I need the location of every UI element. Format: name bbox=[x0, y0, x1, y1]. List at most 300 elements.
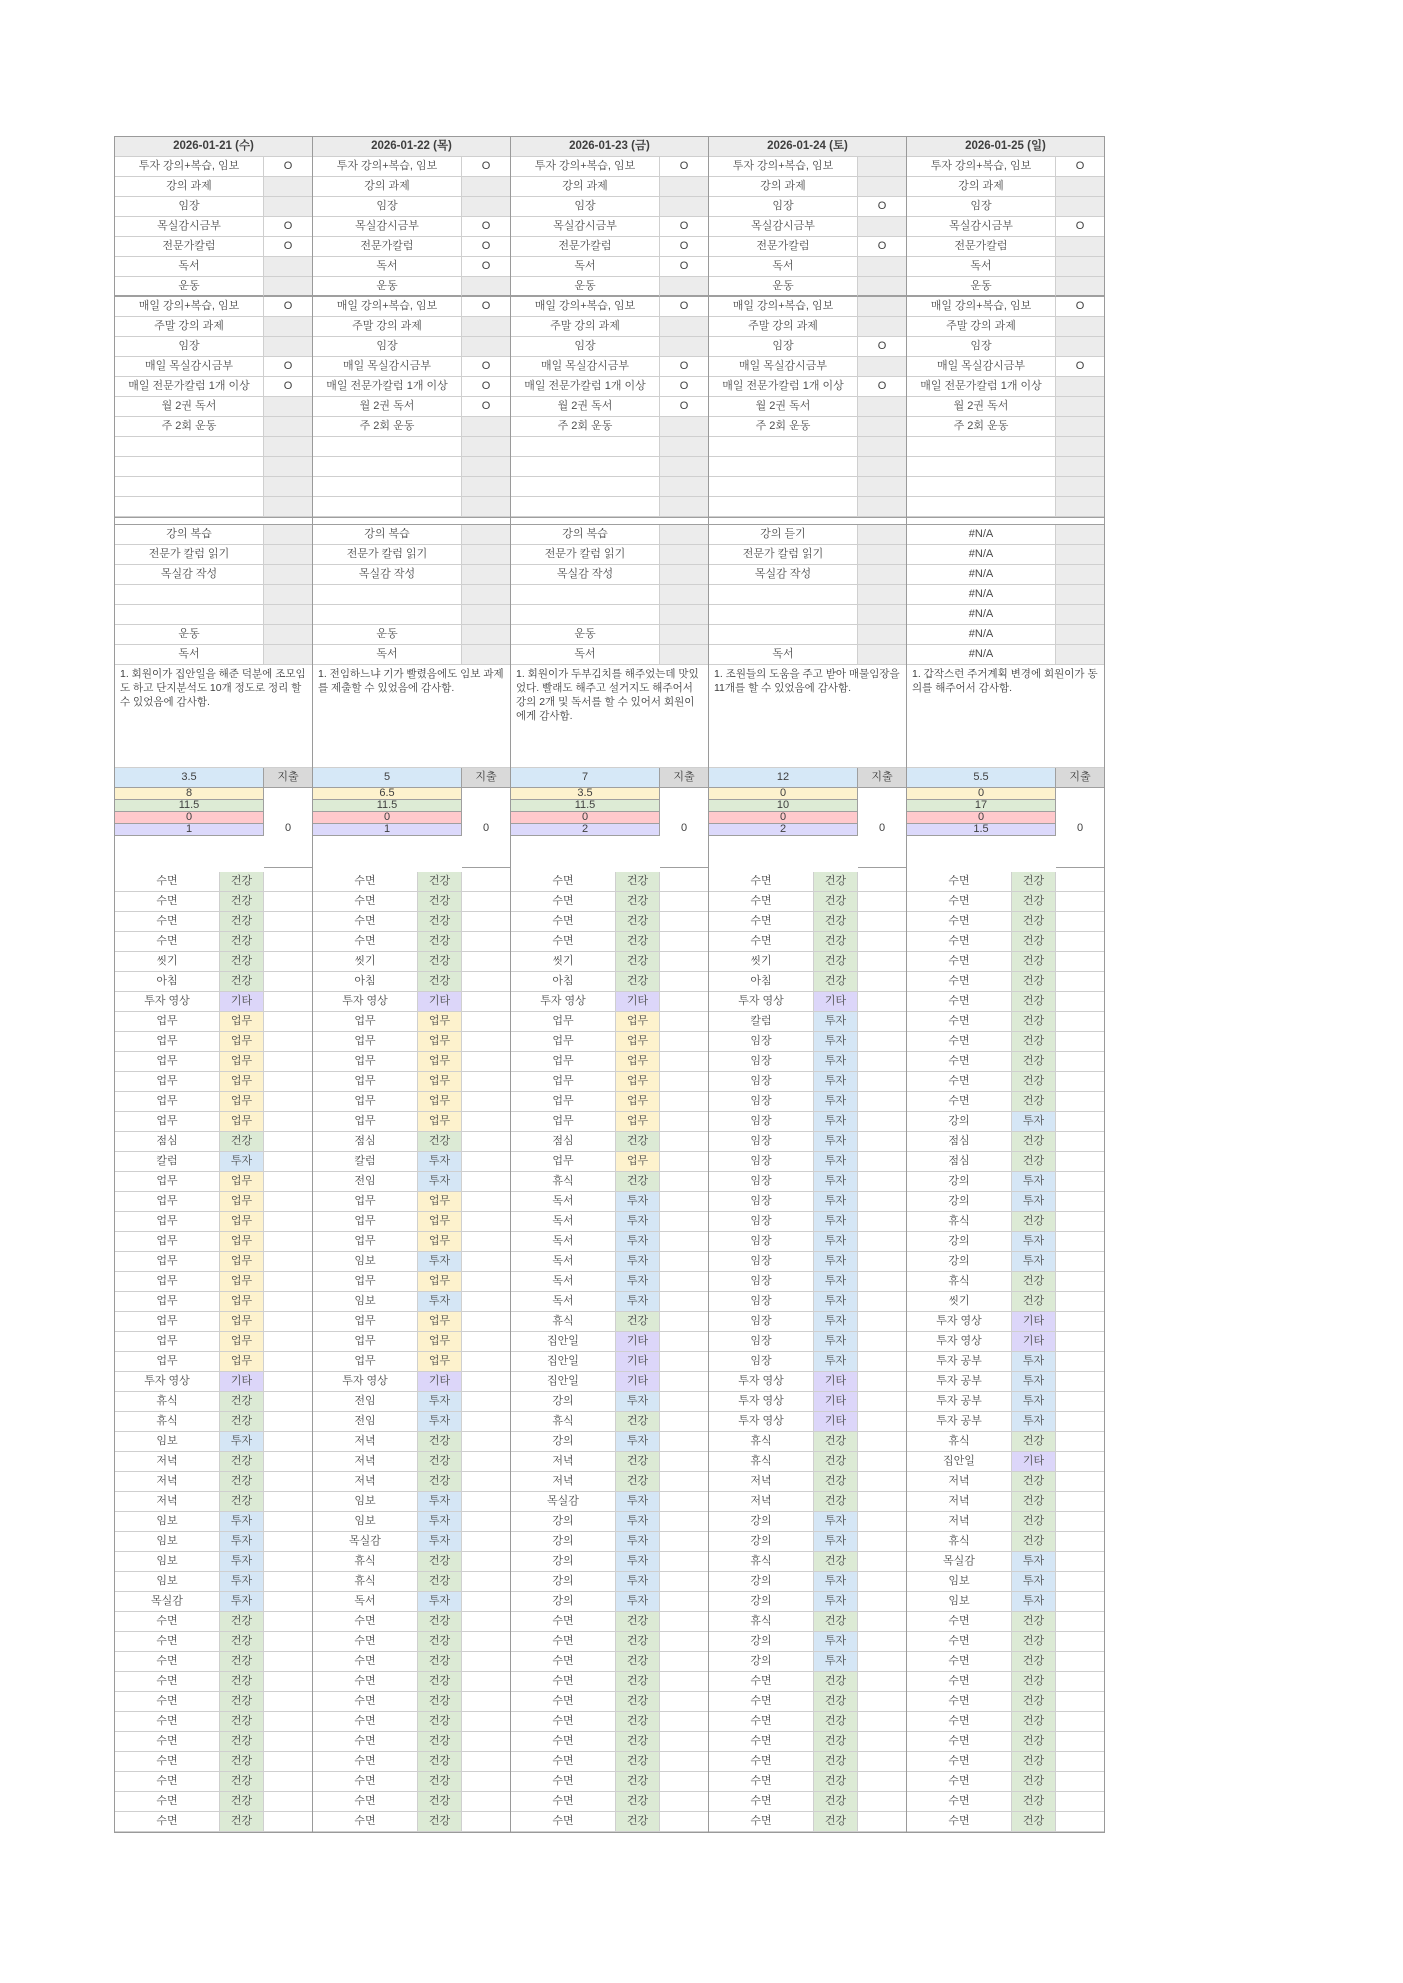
timeline-activity-cell[interactable]: 씻기 bbox=[907, 1292, 1012, 1312]
routine-label-cell[interactable]: 운동 bbox=[313, 625, 462, 645]
timeline-category-cell[interactable]: 건강 bbox=[1012, 932, 1056, 952]
timeline-category-cell[interactable]: 건강 bbox=[616, 1812, 660, 1832]
timeline-category-cell[interactable]: 건강 bbox=[814, 1452, 858, 1472]
timeline-activity-cell[interactable]: 집안일 bbox=[511, 1332, 616, 1352]
task-status-cell[interactable]: O bbox=[462, 297, 510, 317]
timeline-activity-cell[interactable]: 투자 영상 bbox=[709, 1392, 814, 1412]
timeline-category-cell[interactable]: 건강 bbox=[814, 912, 858, 932]
timeline-activity-cell[interactable]: 투자 공부 bbox=[907, 1392, 1012, 1412]
task-status-cell[interactable] bbox=[858, 157, 906, 177]
timeline-activity-cell[interactable]: 업무 bbox=[115, 1292, 220, 1312]
task-status-cell[interactable] bbox=[858, 257, 906, 277]
timeline-activity-cell[interactable]: 수면 bbox=[907, 1072, 1012, 1092]
summary-value-cell[interactable]: 0 bbox=[907, 788, 1056, 800]
timeline-activity-cell[interactable]: 수면 bbox=[907, 1012, 1012, 1032]
task-label-cell[interactable]: 주말 강의 과제 bbox=[115, 317, 264, 337]
timeline-activity-cell[interactable]: 수면 bbox=[907, 912, 1012, 932]
timeline-category-cell[interactable]: 업무 bbox=[418, 1012, 462, 1032]
task-status-cell[interactable] bbox=[1056, 397, 1104, 417]
timeline-category-cell[interactable]: 투자 bbox=[1012, 1192, 1056, 1212]
timeline-category-cell[interactable]: 건강 bbox=[616, 1692, 660, 1712]
task-label-cell[interactable]: 강의 과제 bbox=[907, 177, 1056, 197]
timeline-category-cell[interactable]: 투자 bbox=[616, 1232, 660, 1252]
timeline-category-cell[interactable]: 건강 bbox=[1012, 1492, 1056, 1512]
timeline-category-cell[interactable]: 투자 bbox=[814, 1012, 858, 1032]
timeline-activity-cell[interactable]: 씻기 bbox=[709, 952, 814, 972]
task-label-cell[interactable]: 목실감시금부 bbox=[907, 217, 1056, 237]
empty-cell[interactable] bbox=[907, 477, 1056, 497]
timeline-activity-cell[interactable]: 임장 bbox=[709, 1132, 814, 1152]
timeline-activity-cell[interactable]: 업무 bbox=[115, 1312, 220, 1332]
timeline-activity-cell[interactable]: 수면 bbox=[313, 1632, 418, 1652]
timeline-activity-cell[interactable]: 수면 bbox=[907, 1032, 1012, 1052]
timeline-activity-cell[interactable]: 수면 bbox=[709, 1732, 814, 1752]
timeline-category-cell[interactable]: 건강 bbox=[1012, 1432, 1056, 1452]
task-status-cell[interactable]: O bbox=[462, 357, 510, 377]
timeline-category-cell[interactable]: 건강 bbox=[616, 1712, 660, 1732]
timeline-category-cell[interactable]: 건강 bbox=[616, 1612, 660, 1632]
task-label-cell[interactable]: 매일 목실감시금부 bbox=[907, 357, 1056, 377]
timeline-activity-cell[interactable]: 업무 bbox=[115, 1072, 220, 1092]
timeline-activity-cell[interactable]: 강의 bbox=[511, 1432, 616, 1452]
timeline-activity-cell[interactable]: 수면 bbox=[907, 932, 1012, 952]
timeline-category-cell[interactable]: 건강 bbox=[1012, 1812, 1056, 1832]
routine-label-cell[interactable]: 목실감 작성 bbox=[511, 565, 660, 585]
timeline-activity-cell[interactable]: 점심 bbox=[907, 1152, 1012, 1172]
timeline-activity-cell[interactable]: 목실감 bbox=[907, 1552, 1012, 1572]
timeline-category-cell[interactable]: 건강 bbox=[616, 892, 660, 912]
timeline-activity-cell[interactable]: 임장 bbox=[709, 1172, 814, 1192]
timeline-category-cell[interactable]: 건강 bbox=[220, 872, 264, 892]
task-status-cell[interactable] bbox=[660, 317, 708, 337]
empty-cell[interactable] bbox=[709, 437, 858, 457]
timeline-activity-cell[interactable]: 강의 bbox=[907, 1172, 1012, 1192]
timeline-activity-cell[interactable]: 저녁 bbox=[313, 1472, 418, 1492]
timeline-activity-cell[interactable]: 저녁 bbox=[511, 1472, 616, 1492]
timeline-activity-cell[interactable]: 수면 bbox=[313, 1712, 418, 1732]
timeline-activity-cell[interactable]: 투자 영상 bbox=[115, 1372, 220, 1392]
timeline-category-cell[interactable]: 건강 bbox=[1012, 892, 1056, 912]
timeline-activity-cell[interactable]: 업무 bbox=[115, 1272, 220, 1292]
empty-cell[interactable] bbox=[115, 497, 264, 517]
task-status-cell[interactable] bbox=[264, 397, 312, 417]
timeline-activity-cell[interactable]: 독서 bbox=[511, 1272, 616, 1292]
timeline-activity-cell[interactable]: 업무 bbox=[511, 1012, 616, 1032]
timeline-activity-cell[interactable]: 투자 공부 bbox=[907, 1412, 1012, 1432]
summary-value-cell[interactable]: 11.5 bbox=[115, 800, 264, 812]
empty-cell[interactable] bbox=[511, 437, 660, 457]
timeline-category-cell[interactable]: 업무 bbox=[220, 1312, 264, 1332]
routine-label-cell[interactable] bbox=[115, 605, 264, 625]
task-status-cell[interactable] bbox=[264, 177, 312, 197]
timeline-category-cell[interactable]: 건강 bbox=[1012, 1752, 1056, 1772]
task-status-cell[interactable]: O bbox=[858, 337, 906, 357]
timeline-activity-cell[interactable]: 저녁 bbox=[907, 1512, 1012, 1532]
routine-label-cell[interactable]: #N/A bbox=[907, 605, 1056, 625]
timeline-category-cell[interactable]: 건강 bbox=[418, 1692, 462, 1712]
timeline-category-cell[interactable]: 건강 bbox=[418, 1732, 462, 1752]
task-label-cell[interactable]: 임장 bbox=[313, 197, 462, 217]
timeline-category-cell[interactable]: 건강 bbox=[616, 1452, 660, 1472]
task-label-cell[interactable]: 주 2회 운동 bbox=[907, 417, 1056, 437]
task-label-cell[interactable]: 전문가칼럼 bbox=[115, 237, 264, 257]
gratitude-note-cell[interactable]: 1. 전임하느냐 기가 빨렸음에도 임보 과제를 제출할 수 있었음에 감사함. bbox=[313, 665, 510, 768]
timeline-category-cell[interactable]: 건강 bbox=[616, 1792, 660, 1812]
timeline-activity-cell[interactable]: 저녁 bbox=[115, 1452, 220, 1472]
timeline-activity-cell[interactable]: 수면 bbox=[511, 912, 616, 932]
task-label-cell[interactable]: 매일 목실감시금부 bbox=[709, 357, 858, 377]
timeline-category-cell[interactable]: 투자 bbox=[418, 1512, 462, 1532]
timeline-category-cell[interactable]: 업무 bbox=[418, 1032, 462, 1052]
timeline-category-cell[interactable]: 건강 bbox=[1012, 912, 1056, 932]
timeline-category-cell[interactable]: 기타 bbox=[814, 1372, 858, 1392]
timeline-category-cell[interactable]: 건강 bbox=[1012, 1712, 1056, 1732]
summary-value-cell[interactable]: 11.5 bbox=[511, 800, 660, 812]
task-label-cell[interactable]: 임장 bbox=[709, 337, 858, 357]
task-status-cell[interactable]: O bbox=[858, 377, 906, 397]
timeline-activity-cell[interactable]: 강의 bbox=[511, 1532, 616, 1552]
timeline-activity-cell[interactable]: 칼럼 bbox=[709, 1012, 814, 1032]
task-label-cell[interactable]: 임장 bbox=[115, 197, 264, 217]
timeline-activity-cell[interactable]: 업무 bbox=[313, 1052, 418, 1072]
timeline-category-cell[interactable]: 건강 bbox=[418, 1712, 462, 1732]
timeline-category-cell[interactable]: 건강 bbox=[814, 1672, 858, 1692]
timeline-category-cell[interactable]: 건강 bbox=[1012, 952, 1056, 972]
timeline-activity-cell[interactable]: 수면 bbox=[907, 872, 1012, 892]
timeline-category-cell[interactable]: 건강 bbox=[220, 1692, 264, 1712]
task-status-cell[interactable] bbox=[858, 277, 906, 297]
timeline-activity-cell[interactable]: 휴식 bbox=[709, 1452, 814, 1472]
timeline-category-cell[interactable]: 투자 bbox=[616, 1432, 660, 1452]
timeline-category-cell[interactable]: 건강 bbox=[220, 1772, 264, 1792]
timeline-category-cell[interactable]: 건강 bbox=[814, 932, 858, 952]
timeline-activity-cell[interactable]: 수면 bbox=[313, 1692, 418, 1712]
task-status-cell[interactable]: O bbox=[462, 157, 510, 177]
task-status-cell[interactable]: O bbox=[264, 297, 312, 317]
timeline-category-cell[interactable]: 투자 bbox=[814, 1632, 858, 1652]
timeline-activity-cell[interactable]: 수면 bbox=[511, 1712, 616, 1732]
timeline-activity-cell[interactable]: 업무 bbox=[313, 1332, 418, 1352]
task-label-cell[interactable]: 독서 bbox=[907, 257, 1056, 277]
timeline-activity-cell[interactable]: 휴식 bbox=[907, 1532, 1012, 1552]
expense-total-cell[interactable]: 0 bbox=[660, 788, 708, 868]
timeline-activity-cell[interactable]: 씻기 bbox=[313, 952, 418, 972]
timeline-activity-cell[interactable]: 수면 bbox=[313, 1672, 418, 1692]
task-status-cell[interactable]: O bbox=[462, 257, 510, 277]
timeline-activity-cell[interactable]: 수면 bbox=[313, 1652, 418, 1672]
summary-value-cell[interactable]: 10 bbox=[709, 800, 858, 812]
timeline-activity-cell[interactable]: 휴식 bbox=[709, 1552, 814, 1572]
timeline-activity-cell[interactable]: 수면 bbox=[907, 1092, 1012, 1112]
summary-value-cell[interactable]: 1.5 bbox=[907, 824, 1056, 836]
timeline-activity-cell[interactable]: 임장 bbox=[709, 1332, 814, 1352]
timeline-category-cell[interactable]: 투자 bbox=[616, 1292, 660, 1312]
timeline-category-cell[interactable]: 기타 bbox=[1012, 1312, 1056, 1332]
timeline-category-cell[interactable]: 건강 bbox=[1012, 1792, 1056, 1812]
task-label-cell[interactable]: 임장 bbox=[511, 197, 660, 217]
task-status-cell[interactable] bbox=[264, 197, 312, 217]
timeline-category-cell[interactable]: 건강 bbox=[418, 872, 462, 892]
expense-total-cell[interactable]: 0 bbox=[858, 788, 906, 868]
timeline-category-cell[interactable]: 업무 bbox=[220, 1332, 264, 1352]
timeline-activity-cell[interactable]: 수면 bbox=[313, 1772, 418, 1792]
timeline-activity-cell[interactable]: 수면 bbox=[907, 1812, 1012, 1832]
timeline-category-cell[interactable]: 건강 bbox=[814, 1772, 858, 1792]
task-status-cell[interactable]: O bbox=[462, 397, 510, 417]
timeline-activity-cell[interactable]: 수면 bbox=[709, 872, 814, 892]
timeline-category-cell[interactable]: 건강 bbox=[616, 1752, 660, 1772]
timeline-category-cell[interactable]: 업무 bbox=[220, 1272, 264, 1292]
timeline-activity-cell[interactable]: 휴식 bbox=[907, 1432, 1012, 1452]
timeline-activity-cell[interactable]: 강의 bbox=[907, 1112, 1012, 1132]
timeline-category-cell[interactable]: 업무 bbox=[418, 1092, 462, 1112]
timeline-category-cell[interactable]: 투자 bbox=[418, 1392, 462, 1412]
timeline-category-cell[interactable]: 기타 bbox=[616, 1332, 660, 1352]
timeline-category-cell[interactable]: 건강 bbox=[1012, 1012, 1056, 1032]
timeline-activity-cell[interactable]: 전임 bbox=[313, 1172, 418, 1192]
task-status-cell[interactable] bbox=[660, 277, 708, 297]
timeline-category-cell[interactable]: 건강 bbox=[220, 912, 264, 932]
timeline-activity-cell[interactable]: 저녁 bbox=[907, 1492, 1012, 1512]
task-status-cell[interactable]: O bbox=[660, 237, 708, 257]
timeline-activity-cell[interactable]: 업무 bbox=[313, 1352, 418, 1372]
timeline-activity-cell[interactable]: 점심 bbox=[511, 1132, 616, 1152]
task-status-cell[interactable] bbox=[264, 417, 312, 437]
timeline-activity-cell[interactable]: 수면 bbox=[313, 872, 418, 892]
timeline-activity-cell[interactable]: 임보 bbox=[313, 1512, 418, 1532]
timeline-activity-cell[interactable]: 수면 bbox=[907, 1752, 1012, 1772]
timeline-category-cell[interactable]: 투자 bbox=[220, 1432, 264, 1452]
timeline-category-cell[interactable]: 건강 bbox=[616, 1772, 660, 1792]
timeline-activity-cell[interactable]: 업무 bbox=[115, 1092, 220, 1112]
task-label-cell[interactable]: 투자 강의+복습, 임보 bbox=[115, 157, 264, 177]
timeline-category-cell[interactable]: 기타 bbox=[220, 992, 264, 1012]
timeline-activity-cell[interactable]: 수면 bbox=[907, 1692, 1012, 1712]
timeline-category-cell[interactable]: 건강 bbox=[1012, 1652, 1056, 1672]
timeline-activity-cell[interactable]: 아침 bbox=[511, 972, 616, 992]
routine-label-cell[interactable] bbox=[511, 585, 660, 605]
timeline-category-cell[interactable]: 기타 bbox=[616, 1372, 660, 1392]
timeline-category-cell[interactable]: 건강 bbox=[418, 1452, 462, 1472]
gratitude-note-cell[interactable]: 1. 갑작스런 주거계획 변경에 회원이가 동의를 해주어서 감사함. bbox=[907, 665, 1104, 768]
timeline-activity-cell[interactable]: 업무 bbox=[313, 1032, 418, 1052]
timeline-activity-cell[interactable]: 임장 bbox=[709, 1072, 814, 1092]
timeline-activity-cell[interactable]: 목실감 bbox=[511, 1492, 616, 1512]
timeline-activity-cell[interactable]: 강의 bbox=[709, 1632, 814, 1652]
timeline-activity-cell[interactable]: 투자 영상 bbox=[313, 1372, 418, 1392]
timeline-activity-cell[interactable]: 수면 bbox=[709, 1812, 814, 1832]
timeline-activity-cell[interactable]: 투자 영상 bbox=[115, 992, 220, 1012]
task-label-cell[interactable]: 주 2회 운동 bbox=[115, 417, 264, 437]
timeline-activity-cell[interactable]: 수면 bbox=[511, 1772, 616, 1792]
timeline-category-cell[interactable]: 건강 bbox=[616, 1632, 660, 1652]
task-status-cell[interactable] bbox=[858, 297, 906, 317]
timeline-category-cell[interactable]: 업무 bbox=[220, 1192, 264, 1212]
timeline-activity-cell[interactable]: 수면 bbox=[907, 1652, 1012, 1672]
timeline-category-cell[interactable]: 투자 bbox=[220, 1552, 264, 1572]
task-status-cell[interactable] bbox=[462, 337, 510, 357]
timeline-activity-cell[interactable]: 임보 bbox=[115, 1512, 220, 1532]
timeline-category-cell[interactable]: 건강 bbox=[1012, 1532, 1056, 1552]
timeline-category-cell[interactable]: 투자 bbox=[1012, 1592, 1056, 1612]
timeline-category-cell[interactable]: 업무 bbox=[616, 1112, 660, 1132]
timeline-activity-cell[interactable]: 임보 bbox=[907, 1592, 1012, 1612]
timeline-category-cell[interactable]: 건강 bbox=[220, 952, 264, 972]
timeline-activity-cell[interactable]: 수면 bbox=[115, 1792, 220, 1812]
timeline-category-cell[interactable]: 기타 bbox=[814, 992, 858, 1012]
task-label-cell[interactable]: 투자 강의+복습, 임보 bbox=[511, 157, 660, 177]
timeline-activity-cell[interactable]: 업무 bbox=[313, 1092, 418, 1112]
timeline-activity-cell[interactable]: 투자 영상 bbox=[313, 992, 418, 1012]
empty-cell[interactable] bbox=[511, 497, 660, 517]
timeline-category-cell[interactable]: 투자 bbox=[814, 1532, 858, 1552]
timeline-activity-cell[interactable]: 수면 bbox=[907, 1772, 1012, 1792]
timeline-category-cell[interactable]: 건강 bbox=[814, 892, 858, 912]
timeline-activity-cell[interactable]: 수면 bbox=[115, 1752, 220, 1772]
timeline-activity-cell[interactable]: 임장 bbox=[709, 1272, 814, 1292]
timeline-activity-cell[interactable]: 수면 bbox=[115, 1692, 220, 1712]
empty-cell[interactable] bbox=[313, 497, 462, 517]
timeline-category-cell[interactable]: 투자 bbox=[418, 1292, 462, 1312]
timeline-category-cell[interactable]: 투자 bbox=[814, 1332, 858, 1352]
timeline-category-cell[interactable]: 투자 bbox=[616, 1512, 660, 1532]
timeline-activity-cell[interactable]: 임장 bbox=[709, 1232, 814, 1252]
routine-label-cell[interactable] bbox=[313, 585, 462, 605]
task-label-cell[interactable]: 매일 강의+복습, 임보 bbox=[115, 297, 264, 317]
timeline-activity-cell[interactable]: 수면 bbox=[511, 932, 616, 952]
timeline-activity-cell[interactable]: 강의 bbox=[511, 1512, 616, 1532]
task-status-cell[interactable]: O bbox=[462, 217, 510, 237]
routine-label-cell[interactable]: 전문가 칼럼 읽기 bbox=[115, 545, 264, 565]
task-status-cell[interactable] bbox=[1056, 377, 1104, 397]
total-hours-cell[interactable]: 5 bbox=[313, 768, 462, 788]
timeline-category-cell[interactable]: 투자 bbox=[1012, 1392, 1056, 1412]
timeline-activity-cell[interactable]: 수면 bbox=[709, 1672, 814, 1692]
task-label-cell[interactable]: 전문가칼럼 bbox=[313, 237, 462, 257]
routine-label-cell[interactable]: 목실감 작성 bbox=[709, 565, 858, 585]
routine-label-cell[interactable]: 운동 bbox=[115, 625, 264, 645]
task-status-cell[interactable] bbox=[1056, 197, 1104, 217]
task-status-cell[interactable] bbox=[1056, 257, 1104, 277]
empty-cell[interactable] bbox=[907, 497, 1056, 517]
routine-label-cell[interactable]: #N/A bbox=[907, 545, 1056, 565]
summary-value-cell[interactable]: 0 bbox=[907, 812, 1056, 824]
timeline-category-cell[interactable]: 투자 bbox=[814, 1352, 858, 1372]
timeline-activity-cell[interactable]: 임장 bbox=[709, 1252, 814, 1272]
total-hours-cell[interactable]: 5.5 bbox=[907, 768, 1056, 788]
timeline-activity-cell[interactable]: 업무 bbox=[115, 1012, 220, 1032]
timeline-activity-cell[interactable]: 저녁 bbox=[115, 1492, 220, 1512]
timeline-category-cell[interactable]: 기타 bbox=[616, 1352, 660, 1372]
task-label-cell[interactable]: 월 2권 독서 bbox=[313, 397, 462, 417]
timeline-category-cell[interactable]: 투자 bbox=[220, 1592, 264, 1612]
timeline-category-cell[interactable]: 건강 bbox=[616, 1172, 660, 1192]
timeline-activity-cell[interactable]: 수면 bbox=[313, 1752, 418, 1772]
summary-value-cell[interactable]: 0 bbox=[709, 788, 858, 800]
timeline-category-cell[interactable]: 투자 bbox=[814, 1172, 858, 1192]
task-status-cell[interactable] bbox=[858, 357, 906, 377]
timeline-activity-cell[interactable]: 전임 bbox=[313, 1412, 418, 1432]
timeline-category-cell[interactable]: 건강 bbox=[220, 1472, 264, 1492]
task-label-cell[interactable]: 주 2회 운동 bbox=[511, 417, 660, 437]
timeline-activity-cell[interactable]: 수면 bbox=[115, 1732, 220, 1752]
routine-label-cell[interactable]: 강의 듣기 bbox=[709, 525, 858, 545]
task-status-cell[interactable]: O bbox=[660, 397, 708, 417]
empty-cell[interactable] bbox=[709, 477, 858, 497]
task-label-cell[interactable]: 독서 bbox=[313, 257, 462, 277]
timeline-activity-cell[interactable]: 임장 bbox=[709, 1292, 814, 1312]
timeline-category-cell[interactable]: 건강 bbox=[1012, 1052, 1056, 1072]
task-label-cell[interactable]: 강의 과제 bbox=[709, 177, 858, 197]
task-status-cell[interactable] bbox=[858, 217, 906, 237]
timeline-activity-cell[interactable]: 아침 bbox=[709, 972, 814, 992]
timeline-category-cell[interactable]: 투자 bbox=[616, 1492, 660, 1512]
task-status-cell[interactable] bbox=[462, 317, 510, 337]
timeline-activity-cell[interactable]: 강의 bbox=[511, 1592, 616, 1612]
timeline-category-cell[interactable]: 건강 bbox=[1012, 1032, 1056, 1052]
timeline-category-cell[interactable]: 투자 bbox=[220, 1572, 264, 1592]
timeline-category-cell[interactable]: 건강 bbox=[220, 1492, 264, 1512]
timeline-category-cell[interactable]: 업무 bbox=[220, 1232, 264, 1252]
empty-cell[interactable] bbox=[709, 497, 858, 517]
timeline-activity-cell[interactable]: 독서 bbox=[511, 1212, 616, 1232]
timeline-category-cell[interactable]: 건강 bbox=[418, 1132, 462, 1152]
timeline-category-cell[interactable]: 투자 bbox=[814, 1072, 858, 1092]
timeline-activity-cell[interactable]: 임장 bbox=[709, 1212, 814, 1232]
timeline-category-cell[interactable]: 업무 bbox=[220, 1032, 264, 1052]
timeline-category-cell[interactable]: 업무 bbox=[616, 1032, 660, 1052]
routine-label-cell[interactable] bbox=[511, 605, 660, 625]
timeline-category-cell[interactable]: 건강 bbox=[814, 1752, 858, 1772]
timeline-activity-cell[interactable]: 수면 bbox=[313, 932, 418, 952]
timeline-activity-cell[interactable]: 저녁 bbox=[709, 1472, 814, 1492]
timeline-activity-cell[interactable]: 업무 bbox=[115, 1352, 220, 1372]
task-status-cell[interactable] bbox=[1056, 317, 1104, 337]
timeline-category-cell[interactable]: 건강 bbox=[418, 1772, 462, 1792]
timeline-category-cell[interactable]: 건강 bbox=[814, 1492, 858, 1512]
task-label-cell[interactable]: 매일 전문가칼럼 1개 이상 bbox=[907, 377, 1056, 397]
timeline-category-cell[interactable]: 건강 bbox=[616, 1472, 660, 1492]
timeline-category-cell[interactable]: 건강 bbox=[1012, 1212, 1056, 1232]
timeline-activity-cell[interactable]: 수면 bbox=[907, 1632, 1012, 1652]
timeline-category-cell[interactable]: 업무 bbox=[220, 1072, 264, 1092]
task-label-cell[interactable]: 임장 bbox=[511, 337, 660, 357]
timeline-category-cell[interactable]: 건강 bbox=[1012, 1152, 1056, 1172]
timeline-activity-cell[interactable]: 임장 bbox=[709, 1092, 814, 1112]
timeline-activity-cell[interactable]: 임보 bbox=[115, 1572, 220, 1592]
task-label-cell[interactable]: 투자 강의+복습, 임보 bbox=[709, 157, 858, 177]
timeline-category-cell[interactable]: 업무 bbox=[616, 1092, 660, 1112]
timeline-category-cell[interactable]: 건강 bbox=[814, 872, 858, 892]
task-status-cell[interactable] bbox=[462, 277, 510, 297]
timeline-activity-cell[interactable]: 강의 bbox=[511, 1552, 616, 1572]
task-status-cell[interactable]: O bbox=[1056, 297, 1104, 317]
timeline-category-cell[interactable]: 투자 bbox=[418, 1252, 462, 1272]
empty-cell[interactable] bbox=[313, 477, 462, 497]
summary-value-cell[interactable]: 1 bbox=[313, 824, 462, 836]
empty-cell[interactable] bbox=[115, 457, 264, 477]
timeline-activity-cell[interactable]: 수면 bbox=[907, 992, 1012, 1012]
task-label-cell[interactable]: 강의 과제 bbox=[115, 177, 264, 197]
timeline-category-cell[interactable]: 업무 bbox=[418, 1072, 462, 1092]
routine-label-cell[interactable]: 독서 bbox=[115, 645, 264, 665]
timeline-category-cell[interactable]: 업무 bbox=[418, 1272, 462, 1292]
timeline-activity-cell[interactable]: 수면 bbox=[907, 1052, 1012, 1072]
timeline-category-cell[interactable]: 업무 bbox=[418, 1112, 462, 1132]
task-label-cell[interactable]: 매일 강의+복습, 임보 bbox=[709, 297, 858, 317]
timeline-activity-cell[interactable]: 업무 bbox=[115, 1332, 220, 1352]
timeline-activity-cell[interactable]: 수면 bbox=[709, 1772, 814, 1792]
